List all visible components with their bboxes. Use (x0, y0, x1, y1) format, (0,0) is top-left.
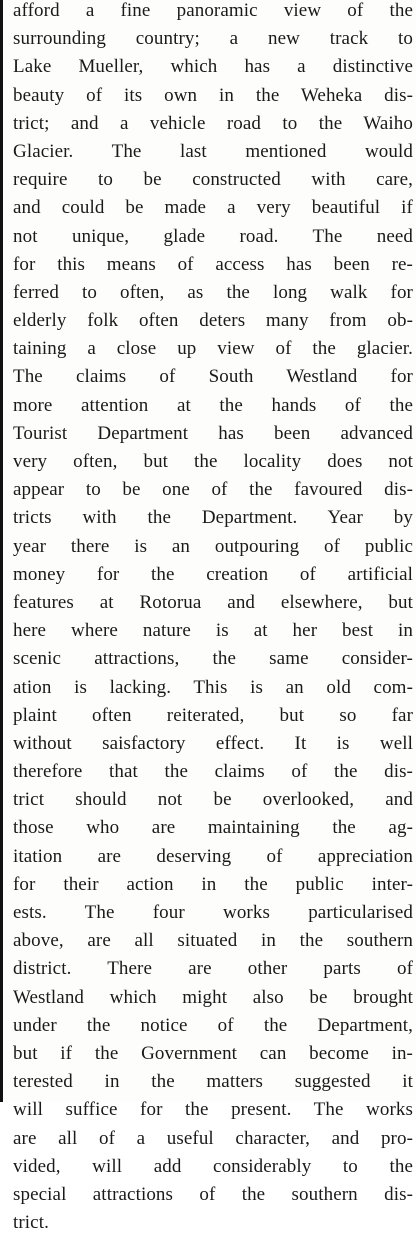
text-line: not unique, glade road. The need (13, 225, 413, 247)
text-line: under the notice of the Department, (13, 1014, 413, 1036)
text-line: plaint often reiterated, but so far (13, 704, 413, 726)
text-line: scenic attractions, the same consider- (13, 648, 413, 670)
text-line: terested in the matters suggested it (13, 1071, 413, 1093)
text-line: above, are all situated in the southern (13, 930, 413, 952)
text-line: more attention at the hands of the (13, 394, 413, 416)
text-line: but if the Government can become in- (13, 1042, 413, 1064)
text-line: ferred to often, as the long walk for (13, 281, 413, 303)
text-line: Glacier. The last mentioned would (13, 140, 413, 162)
text-line: elderly folk often deters many from ob- (13, 310, 413, 332)
text-line: therefore that the claims of the dis- (13, 761, 413, 783)
text-line: ation is lacking. This is an old com- (13, 676, 413, 698)
text-line: The claims of South Westland for (13, 366, 413, 388)
text-line: vided, will add considerably to the (13, 1155, 413, 1177)
text-line: trict should not be overlooked, and (13, 789, 413, 811)
text-line: those who are maintaining the ag- (13, 817, 413, 839)
text-line: without saisfactory effect. It is well (13, 732, 413, 754)
text-line: beauty of its own in the Weheka dis- (13, 84, 413, 106)
text-line: here where nature is at her best in (13, 620, 413, 642)
text-line: will suffice for the present. The works (13, 1099, 413, 1121)
text-line: Lake Mueller, which has a distinctive (13, 56, 413, 78)
text-line: features at Rotorua and elsewhere, but (13, 591, 413, 613)
text-line: itation are deserving of appreciation (13, 845, 413, 867)
text-line: money for the creation of artificial (13, 563, 413, 585)
text-line: for this means of access has been re- (13, 253, 413, 275)
text-line: district. There are other parts of (13, 958, 413, 980)
text-line: very often, but the locality does not (13, 451, 413, 472)
text-line: Westland which might also be brought (13, 986, 413, 1008)
text-line: require to be constructed with care, (13, 169, 413, 191)
text-line: year there is an outpouring of public (13, 535, 413, 557)
text-line: ests. The four works particularised (13, 902, 413, 923)
text-line: special attractions of the southern dis- (13, 1183, 413, 1205)
text-line: taining a close up view of the glacier. (13, 338, 413, 360)
text-line: appear to be one of the favoured dis- (13, 479, 413, 501)
text-line: are all of a useful character, and pro- (13, 1127, 413, 1149)
text-line: for their action in the public inter- (13, 873, 413, 895)
text-line: surrounding country; a new track to (13, 28, 413, 50)
text-line: tricts with the Department. Year by (13, 507, 413, 529)
text-line: and could be made a very beautiful if (13, 197, 413, 219)
text-line: trict; and a vehicle road to the Waiho (13, 112, 413, 134)
text-line: afford a fine panoramic view of the (13, 0, 413, 21)
text-line: trict. (13, 1212, 49, 1234)
article-text (13, 0, 413, 1237)
text-line: Tourist Department has been advanced (13, 422, 413, 444)
